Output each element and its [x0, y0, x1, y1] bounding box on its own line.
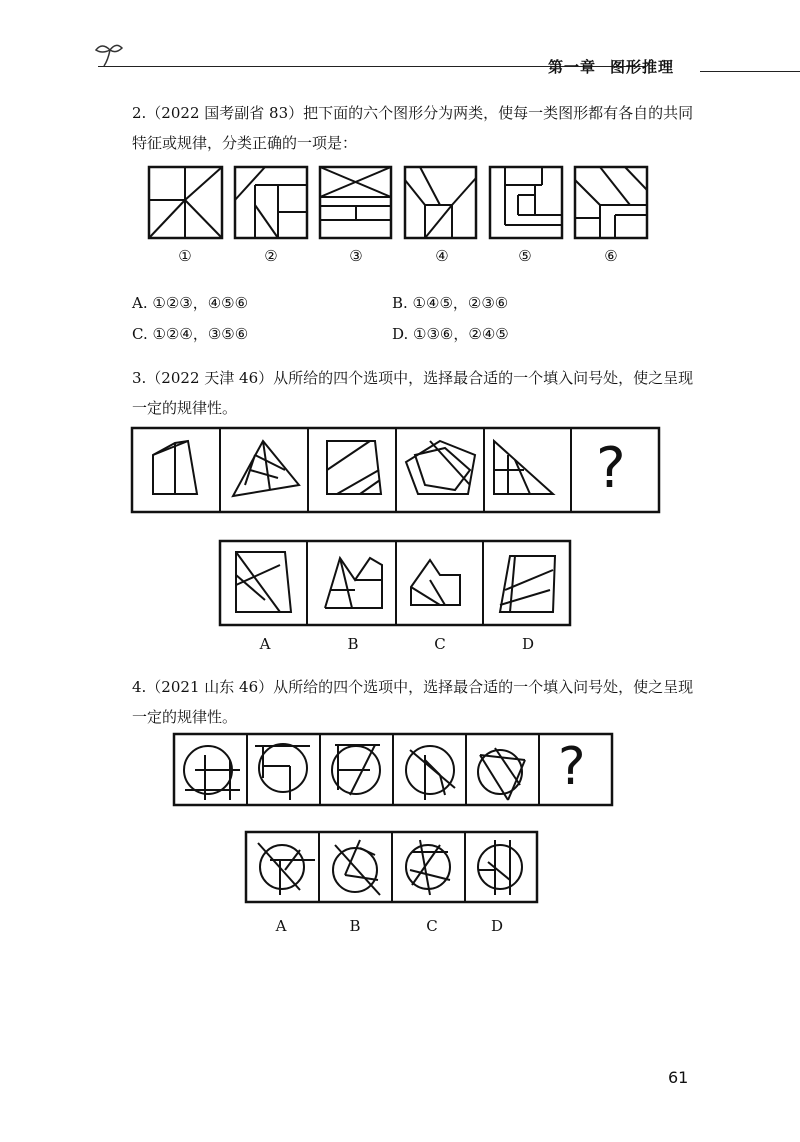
q2-option-a[interactable]: A. ①②③，④⑤⑥ [132, 294, 249, 312]
chapter-title: 图形推理 [610, 58, 675, 76]
page-number: 61 [668, 1068, 689, 1087]
q2-label-4: ④ [435, 247, 449, 265]
q2-option-b[interactable]: B. ①④⑤，②③⑥ [392, 294, 509, 312]
q3-label-c: C [434, 635, 446, 653]
q3-question-mark: ? [596, 436, 626, 501]
q3-stem: 3.（2022 天津 46）从所给的四个选项中，选择最合适的一个填入问号处，使之呈现一定的规律性。 [132, 369, 694, 417]
q2-label-2: ② [264, 247, 278, 265]
q4-stem: 4.（2021 山东 46）从所给的四个选项中，选择最合适的一个填入问号处，使之呈现一定的规律性。 [132, 678, 694, 726]
q2-label-6: ⑥ [604, 247, 618, 265]
q3-label-a: A [259, 635, 271, 653]
q2-stem: 2.（2022 国考副省 83）把下面的六个图形分为两类，使每一类图形都有各自的共同特征或规律，分类正确的一项是： [132, 104, 694, 152]
q2-option-c[interactable]: C. ①②④，③⑤⑥ [132, 325, 249, 343]
q4-question-mark: ? [558, 737, 586, 797]
q4-label-d: D [490, 917, 504, 935]
q4-option-d-figure [478, 840, 522, 895]
q4-label-c: C [426, 917, 438, 935]
q4-option-b-figure [333, 840, 380, 895]
q2-label-5: ⑤ [518, 247, 532, 265]
chapter-number: 第一章 [548, 58, 597, 76]
q2-label-3: ③ [349, 247, 363, 265]
q2-label-1: ① [178, 247, 192, 265]
q4-label-b: B [349, 917, 361, 935]
q4-option-c-figure [406, 840, 450, 895]
q4-label-a: A [275, 917, 287, 935]
q3-label-b: B [347, 635, 359, 653]
q3-label-d: D [521, 635, 535, 653]
q2-option-d[interactable]: D. ①③⑥，②④⑤ [392, 325, 509, 343]
q4-option-a-figure [258, 843, 315, 895]
